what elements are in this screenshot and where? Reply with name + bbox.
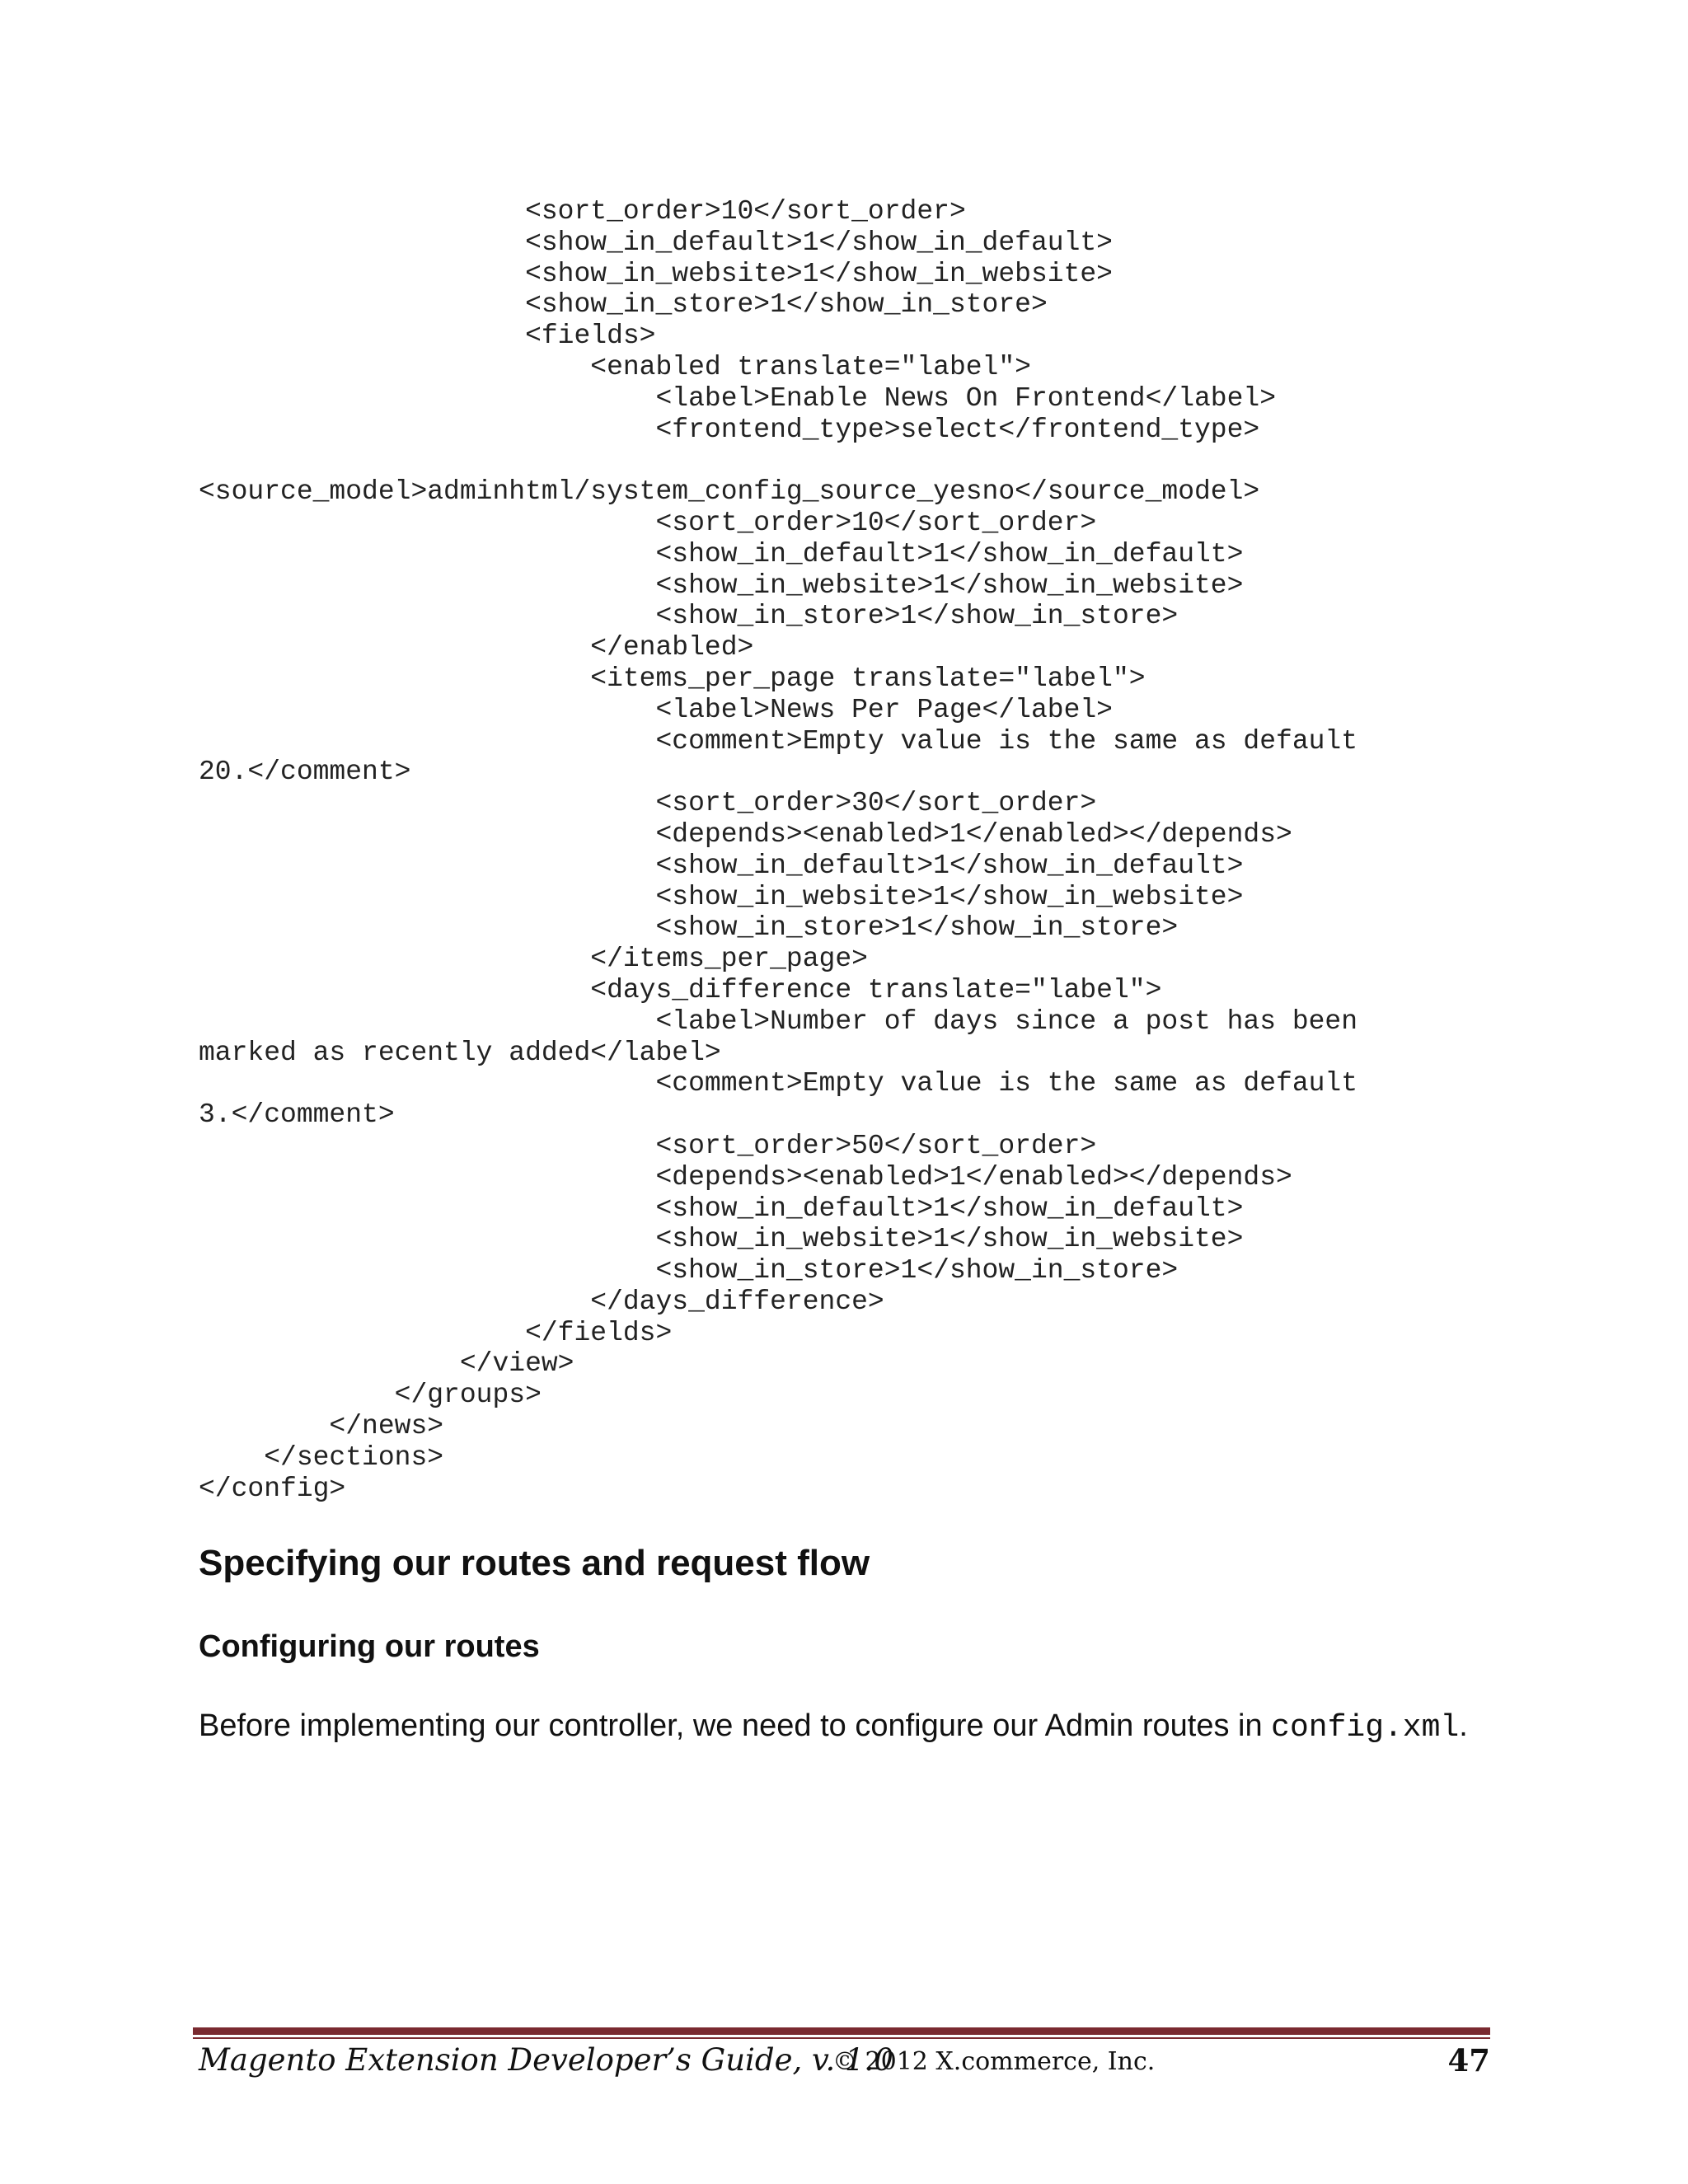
footer-rule-thin xyxy=(193,2037,1490,2039)
inline-code-config-xml: config.xml xyxy=(1271,1710,1460,1746)
body-paragraph xyxy=(199,1706,1517,1748)
paragraph-end: . xyxy=(1459,1708,1468,1743)
footer-title: Magento Extension Developer’s Guide, v. 1.0 xyxy=(199,2042,893,2078)
paragraph-text: Before implementing our controller, we need to configure our Admin routes in xyxy=(199,1708,1272,1743)
page-number: 47 xyxy=(1447,2042,1490,2079)
footer-copyright: © 2012 X.commerce, Inc. xyxy=(832,2047,1156,2076)
footer-rule xyxy=(193,2027,1490,2035)
section-heading: Specifying our routes and request flow xyxy=(199,1543,870,1583)
xml-code-block: <sort_order>10</sort_order> <show_in_default>1</show_in_default> <show_in_website>1</show_in_website> <show_in_store>1</show_in_store> <fields> <enabled translate="label"> <label>Enable News On Frontend</label> <frontend_type>select</frontend_type> <source_model>adminhtml/system_config_source_yesno</source_model> <sort_order>10</sort_order> <show_in_default>1</show_in_default> <show_in_website>1</show_in_website> <show_in_store>1</show_in_store> </enabled> <items_per_page translate="label"> <label>News Per Page</label> <comment>Empty value is the same as default 20.</comment> <sort_order>30</sort_order> <depends><enabled>1</enabled></depends> <show_in_default>1</show_in_default> <show_in_website>1</show_in_website> <show_in_store>1</show_in_store> </items_per_page> <days_difference translate="label"> <label>Number of days since a post has been marked as recently added</label> <comment>Empty value is the same as default 3.</comment> <sort_order>50</sort_order> <depends><enabled>1</enabled></depends> <show_in_default>1</show_in_default> <show_in_website>1</show_in_website> <show_in_store>1</show_in_store> </days_difference> </fields> </view> </groups> </news> </sections> </config> xyxy=(199,196,1358,1504)
subsection-heading: Configuring our routes xyxy=(199,1629,540,1664)
